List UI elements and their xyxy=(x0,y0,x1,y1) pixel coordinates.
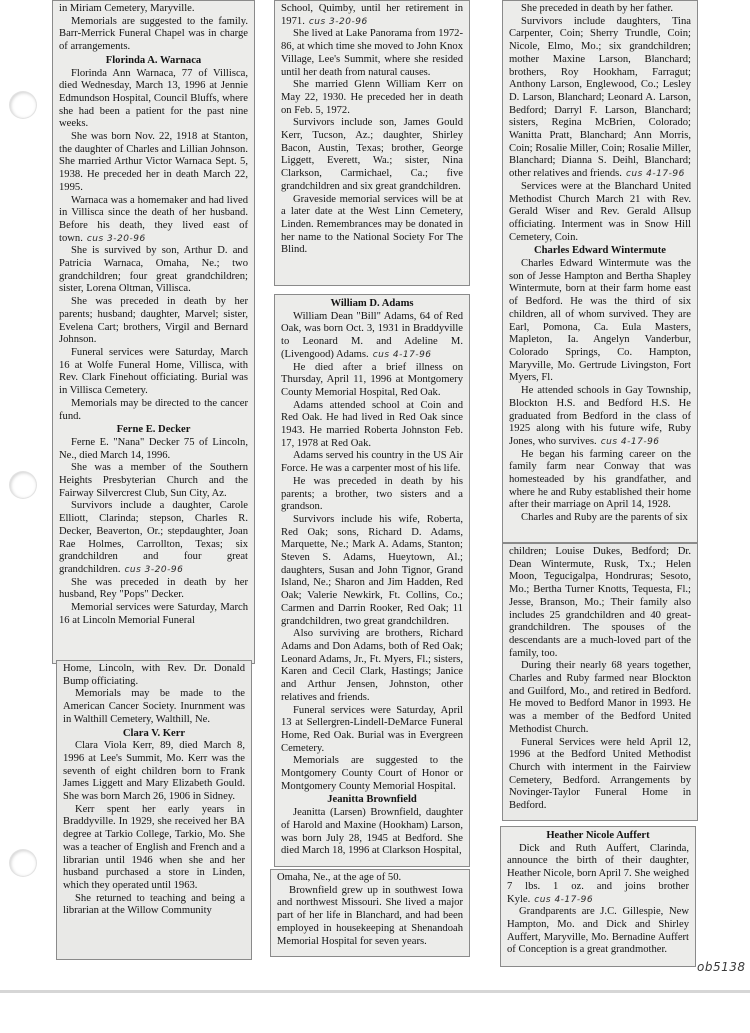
paragraph: Also surviving are brothers, Richard Adams and Don Adams, both of Red Oak; Leonard Adams, Jr., Ft. Myers, Fl.; sisters, Karen and Cecil Clark, Hastings; Janice and Arthur Jensen, Johnston, other relatives and friends. xyxy=(281,628,463,703)
clipping-warnaca-decker xyxy=(52,0,255,664)
obituary-heading: Ferne E. Decker xyxy=(116,424,191,436)
binder-hole-top xyxy=(10,92,36,118)
paragraph-text: William Dean "Bill" Adams, 64 of Red Oak, was born Oct. 3, 1931 in Braddyville to Leonard M. and Adeline M. (Livengood) Adams. xyxy=(281,310,463,360)
paragraph: He died after a brief illness on Thursday, April 11, 1996 at Montgomery County Memorial Hospital, Red Oak. xyxy=(281,361,463,398)
paragraph: Brownfield grew up in southwest Iowa and northwest Missouri. She lived a major part of her life in Blanchard, and had been employed in housekeeping at Shenandoah Memorial Hospital for seven years. xyxy=(277,884,463,947)
paragraph-text: Survivors include a daughter, Carole Elliott, Clarinda; stepson, Charles R. Decker, Beaverton, Or.; stepdaughter, Joan Rae Holmes, Carrollton, Texas; six grandchildren and four great grandchildren. xyxy=(59,500,248,575)
paragraph: She preceded in death by her father. xyxy=(521,3,674,14)
paragraph: Grandparents are J.C. Gillespie, New Hampton, Mo. and Dick and Shirley Auffert, Maryville, Mo. Bernadine Auffert of Conception is a great grandmother. xyxy=(507,906,689,956)
paragraph: She is survived by son, Arthur D. and Patricia Warnaca, Omaha, Ne.; two grandchildren; four great grandchildren; sister, Lorena Oltman, Villisca. xyxy=(59,245,248,295)
paragraph xyxy=(507,843,689,907)
scan-bottom-edge xyxy=(0,990,750,993)
paragraph: Jeanitta (Larsen) Brownfield, daughter of Harold and Maxine (Hookham) Larson, was born July 28, 1945 at Bedford. She died March 18, 1996 at Clarkson Hospital, xyxy=(281,807,463,857)
paragraph xyxy=(281,311,463,362)
paragraph: children; Louise Dukes, Bedford; Dr. Dean Wintermute, Rusk, Tx.; Helen Moon, Tegucigalpa, Hondruras; Sesoto, Mo.; Bertha Turner Knotts, Tequesta, Fl.; Jesse, Branson, Mo.; Their family also includes 25 grandchildren and 40 great-grandchildren. The spouses of the descendants are a much-loved part of the family, too. xyxy=(509,546,691,659)
paragraph: He began his farming career on the family farm near Conway that was homesteaded by his grandfather, and where he and Ruby established their home after their marriage on April 14, 1928. xyxy=(509,448,691,511)
paragraph: Funeral services were Saturday, March 16 at Wolfe Funeral Home, Villisca, with Rev. Clark Finehout officiating. Burial was in Villisca Cemetery. xyxy=(59,346,248,397)
paragraph: Charles and Ruby are the parents of six xyxy=(521,512,688,524)
paragraph xyxy=(509,385,691,449)
handwritten-date-note: cus 4-17-96 xyxy=(534,894,594,905)
obituary-heading: Florinda A. Warnaca xyxy=(105,54,202,66)
paragraph xyxy=(281,3,463,28)
paragraph: She was a member of the Southern Heights Presbyterian Church and the Fairway Silvercrest Club, Sun City, Az. xyxy=(59,462,248,499)
handwritten-date-note: cus 3-20-96 xyxy=(124,564,184,575)
paragraph: in Miriam Cemetery, Maryville. xyxy=(59,3,195,14)
paragraph: Survivors include son, James Gould Kerr, Tucson, Az.; daughter, Shirley Bacon, Austin, Texas; brother, George Liggett, Everett, Wa.; sister, Nina Clarkson, Carmichael, Ca.; five grandchildren and six great grandchildren. xyxy=(281,117,463,192)
obituary-heading: Clara V. Kerr xyxy=(122,727,186,739)
paragraph: Florinda Ann Warnaca, 77 of Villisca, died Wednesday, March 13, 1996 at Jennie Edmundson Hospital, Council Bluffs, where she had been a patient for the past nine weeks. xyxy=(59,67,248,130)
paragraph: Survivors include his wife, Roberta, Red Oak; sons, Richard D. Adams, Marquette, Ne.; Mark A. Adams, Stanton; Steven S. Adams, Hueytown, Al.; daughters, Susan and John Tignor, Grand Island, Ne.; Sharon and Jim Hadden, Red Oak; Valerie Newkirk, Ft. Collins, Co.; Carmen and Darrin Rooker, Red Oak; 11 grandchildren, two great grandchildren. xyxy=(281,513,463,627)
paragraph-text: Survivors include daughters, Tina Carpenter, Coin; Sherry Trundle, Coin; Nicole, Elmo, Mo.; six grandchildren; mother Maxine Larson, Blanchard; brothers, Roy Hookham, Farragut; Anthony Larson, Englewood, Co.; Lesley D. Larson, Blanchard; Leonard A. Larson, Bedford; Darryl F. Larson, Blanchard; sisters, Regina McBrien, Colorado; Wanitta Pratt, Blanchard; Ann Morris, Coin; Rosalie Miller, Coin; Rosalie Miller, Blanchard; Dianna S. Deihl, Blanchard; other relatives and friends. xyxy=(509,15,691,180)
announcement-heading: Heather Nicole Auffert xyxy=(546,830,650,841)
obituary-heading: William D. Adams xyxy=(330,298,414,309)
paragraph-text: School, Quimby, until her retirement in 1971. xyxy=(281,3,463,27)
paragraph-text: He attended schools in Gay Township, Blockton H.S. and Bedford H.S. He graduated from Bedford in the class of 1925 along with his future wife, Ruby Jones, who survives. xyxy=(509,385,691,447)
paragraph: She was preceded in death by her parents; husband; daughter, Marvel; sister, Evelena Cart; brothers, Virgil and Bernard Johnson. xyxy=(59,296,248,346)
binder-hole-bottom xyxy=(10,850,36,876)
clipping-adams-brownfield xyxy=(274,294,470,867)
paragraph: Adams attended school at Coin and Red Oak. He had lived in Red Oak since 1943. He married Roberta Johnston Feb. 17, 1978 at Red Oak. xyxy=(281,399,463,449)
paragraph-text: Dick and Ruth Auffert, Clarinda, announce the birth of their daughter, Heather Nicole, born April 7. She weighed 7 lbs. 1 oz. and joins brother Kyle. xyxy=(507,842,689,905)
handwritten-date-note: cus 4-17-96 xyxy=(600,436,660,447)
paragraph: She was preceded in death by her husband, Rey "Pops" Decker. xyxy=(59,576,248,601)
paragraph: She lived at Lake Panorama from 1972-86, at which time she moved to John Knox Village, Lee's Summit, where she resided until her death from natural causes. xyxy=(281,28,463,78)
handwritten-date-note: cus 4-17-96 xyxy=(372,349,432,360)
paragraph: She married Glenn William Kerr on May 22, 1930. He preceded her in death on Feb. 5, 1972. xyxy=(281,79,463,116)
clipping-brownfield-continued xyxy=(270,869,470,957)
paragraph: Omaha, Ne., at the age of 50. xyxy=(277,872,402,883)
obituary-heading: Jeanitta Brownfield xyxy=(327,794,417,806)
clipping-brownfield-wintermute xyxy=(502,0,698,543)
clipping-kerr-continued xyxy=(274,0,470,286)
paragraph: Memorials may be made to the American Cancer Society. Inurnment was in Walthill Cemetery, Walthill, Ne. xyxy=(63,688,245,725)
paragraph: She was born Nov. 22, 1918 at Stanton, the daughter of Charles and Lillian Johnson. She married Arthur Victor Warnaca Sept. 5, 1938. He preceded her in death March 22, 1995. xyxy=(59,131,248,193)
paragraph: Kerr spent her early years in Braddyville. In 1929, she received her BA degree at Tarkio College, Tarkio, Mo. She was a teacher of English and French and a librarian until 1946 when she and her husband purchased a store in Linden, which they operated until 1963. xyxy=(63,803,245,891)
paragraph-text: Warnaca was a homemaker and had lived in Villisca since the death of her husband. Before his death, they lived east of town. xyxy=(59,194,248,244)
handwritten-date-note: cus 3-20-96 xyxy=(308,16,368,27)
clipping-kerr xyxy=(56,660,252,960)
obituary-heading: Charles Edward Wintermute xyxy=(533,245,667,257)
handwritten-date-note: cus 3-20-96 xyxy=(86,233,146,244)
paragraph: Clara Viola Kerr, 89, died March 8, 1996 at Lee's Summit, Mo. Kerr was the seventh of eight children born to Frank James Liggett and Mary Elizabeth Gould. She was born March 26, 1906 in Sidney. xyxy=(63,740,245,803)
paragraph: During their nearly 68 years together, Charles and Ruby farmed near Blockton and Guilford, Mo., and retired in Bedford. He moved to Bedford Manor in 1993. He was a member of the Bedford United Methodist Church. xyxy=(509,660,691,735)
paragraph: Memorials are suggested to the family. Barr-Merrick Funeral Chapel was in charge of arrangements. xyxy=(59,15,248,53)
paragraph: Services were at the Blanchard United Methodist Church March 21 with Rev. Gerald Wiser and Rev. Gerald Allsup officiating. Interment was in Snow Hill Cemetery, Coin. xyxy=(509,180,691,243)
paragraph: Graveside memorial services will be at a later date at the West Linn Cemetery, Linden. Remembrances may be donated in her name to the National Society For The Blind. xyxy=(281,193,463,256)
paragraph xyxy=(59,500,248,576)
paragraph: Memorial services were Saturday, March 16 at Lincoln Memorial Funeral xyxy=(59,602,248,626)
paragraph: Funeral services were Saturday, April 13 at Sellergren-Lindell-DeMarce Funeral Home, Red Oak. Burial was in Evergreen Cemetery. xyxy=(281,704,463,754)
paragraph: Memorials may be directed to the cancer fund. xyxy=(59,397,248,422)
paragraph xyxy=(59,195,248,246)
paragraph: Home, Lincoln, with Rev. Dr. Donald Bump officiating. xyxy=(63,663,245,687)
paragraph: Adams served his country in the US Air Force. He was a carpenter most of his life. xyxy=(281,450,463,475)
clipping-wintermute-continued xyxy=(502,543,698,821)
paragraph: Charles Edward Wintermute was the son of Jesse Hampton and Bertha Shapley Wintermute, born at their farm home east of Bedford. He was the third of six children, all of whom survived. They are Earl, Pomona, Ca. Eula Masters, Mapleton, Ia. Angelyn Vanderbur, Colorado Springs, Co. Hampton, Maryville, Mo. Gertrude Livingston, Fort Myers, Fl. xyxy=(509,258,691,384)
clipping-auffert-birth xyxy=(500,826,696,967)
paragraph: She returned to teaching and being a librarian at the Willow Community xyxy=(63,892,245,917)
paragraph: Memorials are suggested to the Montgomery County Court of Honor or Montgomery County Memorial Hospital. xyxy=(281,755,463,792)
paragraph: He was preceded in death by his parents; a brother, two sisters and a grandson. xyxy=(281,475,463,513)
paragraph: Ferne E. "Nana" Decker 75 of Lincoln, Ne., died March 14, 1996. xyxy=(59,436,248,461)
paragraph xyxy=(509,16,691,181)
paragraph: Funeral Services were held April 12, 1996 at the Bedford United Methodist Church with interment in the Fairview Cemetery, Bedford. Arrangements by Novinger-Taylor Funeral Home in Bedford. xyxy=(509,736,691,812)
binder-hole-middle xyxy=(10,472,36,498)
handwritten-catalog-number: ob5138 xyxy=(697,960,746,974)
handwritten-date-note: cus 4-17-96 xyxy=(625,169,685,180)
